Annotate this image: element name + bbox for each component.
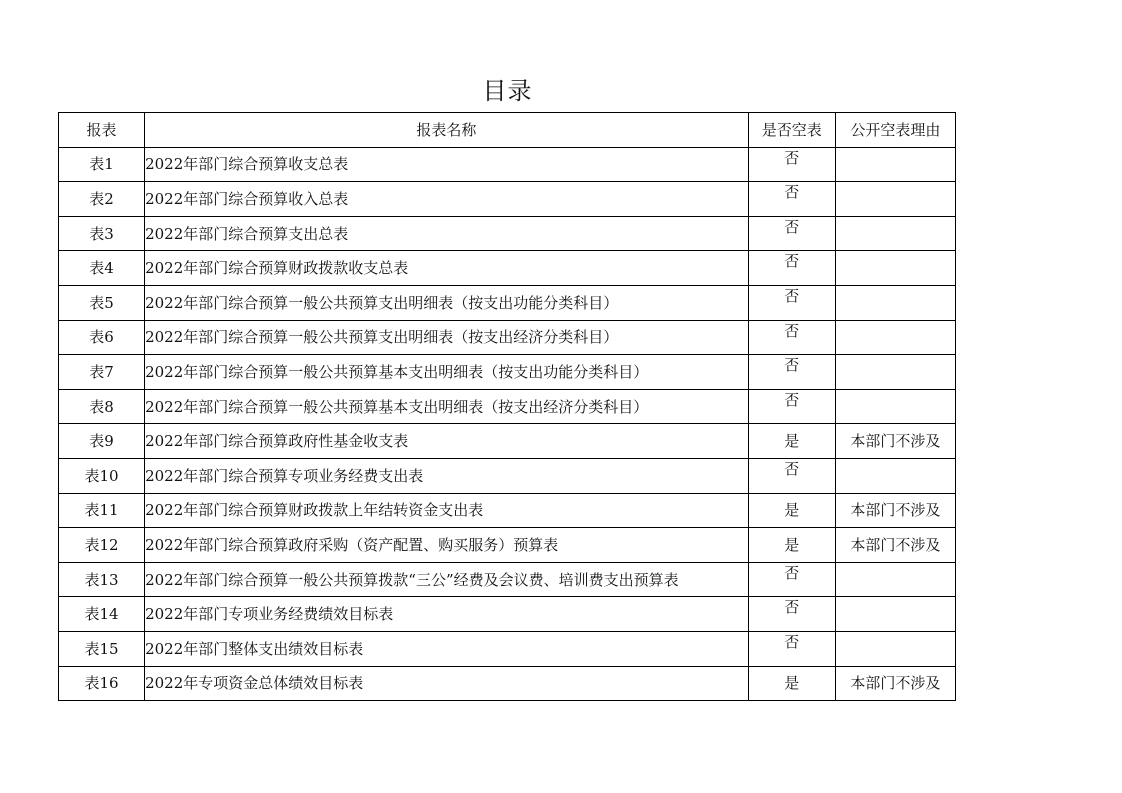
table-row xyxy=(59,562,956,597)
table-body xyxy=(59,147,956,701)
table-row xyxy=(59,631,956,666)
empty-reason-cell xyxy=(835,320,955,355)
empty-reason-cell xyxy=(835,147,955,182)
report-name-cell: 2022年部门专项业务经费绩效目标表 xyxy=(145,597,749,632)
report-id-cell: 表5 xyxy=(59,285,145,320)
is-empty-cell: 否 xyxy=(748,285,835,320)
empty-reason-cell xyxy=(835,631,955,666)
table-row xyxy=(59,182,956,217)
empty-reason-cell: 本部门不涉及 xyxy=(835,528,955,563)
empty-reason-cell xyxy=(835,355,955,390)
empty-reason-cell xyxy=(835,458,955,493)
report-name-cell: 2022年专项资金总体绩效目标表 xyxy=(145,666,749,701)
report-id-cell: 表4 xyxy=(59,251,145,286)
is-empty-cell: 是 xyxy=(748,493,835,528)
report-id-cell: 表15 xyxy=(59,631,145,666)
table-row xyxy=(59,666,956,701)
report-name-cell: 2022年部门综合预算一般公共预算支出明细表（按支出功能分类科目） xyxy=(145,285,749,320)
table-row xyxy=(59,147,956,182)
is-empty-cell: 否 xyxy=(748,458,835,493)
table-row xyxy=(59,389,956,424)
is-empty-cell: 否 xyxy=(748,631,835,666)
empty-reason-cell xyxy=(835,182,955,217)
header-row xyxy=(59,113,956,148)
is-empty-cell: 是 xyxy=(748,424,835,459)
report-id-cell: 表3 xyxy=(59,216,145,251)
report-id-cell: 表14 xyxy=(59,597,145,632)
table-row xyxy=(59,320,956,355)
report-name-cell: 2022年部门综合预算收入总表 xyxy=(145,182,749,217)
page-title: 目录 xyxy=(482,77,533,105)
is-empty-cell: 否 xyxy=(748,182,835,217)
empty-reason-cell: 本部门不涉及 xyxy=(835,424,955,459)
empty-reason-cell: 本部门不涉及 xyxy=(835,666,955,701)
report-name-cell: 2022年部门综合预算专项业务经费支出表 xyxy=(145,458,749,493)
report-id-cell: 表13 xyxy=(59,562,145,597)
header-report-name: 报表名称 xyxy=(145,113,749,148)
report-name-cell: 2022年部门综合预算一般公共预算拨款“三公”经费及会议费、培训费支出预算表 xyxy=(145,562,749,597)
is-empty-cell: 否 xyxy=(748,320,835,355)
table-row xyxy=(59,528,956,563)
table-row xyxy=(59,355,956,390)
table-row xyxy=(59,424,956,459)
is-empty-cell: 否 xyxy=(748,597,835,632)
is-empty-cell: 是 xyxy=(748,528,835,563)
is-empty-cell: 否 xyxy=(748,216,835,251)
empty-reason-cell xyxy=(835,216,955,251)
empty-reason-cell xyxy=(835,389,955,424)
report-id-cell: 表6 xyxy=(59,320,145,355)
empty-reason-cell xyxy=(835,562,955,597)
report-id-cell: 表10 xyxy=(59,458,145,493)
table-row xyxy=(59,493,956,528)
report-name-cell: 2022年部门综合预算支出总表 xyxy=(145,216,749,251)
report-name-cell: 2022年部门综合预算一般公共预算支出明细表（按支出经济分类科目） xyxy=(145,320,749,355)
report-name-cell: 2022年部门整体支出绩效目标表 xyxy=(145,631,749,666)
report-name-cell: 2022年部门综合预算收支总表 xyxy=(145,147,749,182)
is-empty-cell: 否 xyxy=(748,355,835,390)
table-row xyxy=(59,285,956,320)
report-id-cell: 表7 xyxy=(59,355,145,390)
header-report-id: 报表 xyxy=(59,113,145,148)
is-empty-cell: 否 xyxy=(748,389,835,424)
report-index-table xyxy=(58,112,956,701)
header-empty-reason: 公开空表理由 xyxy=(835,113,955,148)
is-empty-cell: 否 xyxy=(748,147,835,182)
is-empty-cell: 否 xyxy=(748,562,835,597)
table-header xyxy=(59,113,956,148)
table-row xyxy=(59,597,956,632)
report-id-cell: 表1 xyxy=(59,147,145,182)
table-row xyxy=(59,216,956,251)
report-name-cell: 2022年部门综合预算政府采购（资产配置、购买服务）预算表 xyxy=(145,528,749,563)
report-id-cell: 表16 xyxy=(59,666,145,701)
header-is-empty: 是否空表 xyxy=(748,113,835,148)
report-id-cell: 表9 xyxy=(59,424,145,459)
table-row xyxy=(59,458,956,493)
is-empty-cell: 是 xyxy=(748,666,835,701)
report-name-cell: 2022年部门综合预算政府性基金收支表 xyxy=(145,424,749,459)
report-name-cell: 2022年部门综合预算财政拨款收支总表 xyxy=(145,251,749,286)
report-id-cell: 表11 xyxy=(59,493,145,528)
table-row xyxy=(59,251,956,286)
report-id-cell: 表8 xyxy=(59,389,145,424)
empty-reason-cell xyxy=(835,285,955,320)
empty-reason-cell xyxy=(835,251,955,286)
report-id-cell: 表12 xyxy=(59,528,145,563)
is-empty-cell: 否 xyxy=(748,251,835,286)
report-id-cell: 表2 xyxy=(59,182,145,217)
empty-reason-cell: 本部门不涉及 xyxy=(835,493,955,528)
empty-reason-cell xyxy=(835,597,955,632)
report-name-cell: 2022年部门综合预算一般公共预算基本支出明细表（按支出经济分类科目） xyxy=(145,389,749,424)
report-name-cell: 2022年部门综合预算财政拨款上年结转资金支出表 xyxy=(145,493,749,528)
report-name-cell: 2022年部门综合预算一般公共预算基本支出明细表（按支出功能分类科目） xyxy=(145,355,749,390)
